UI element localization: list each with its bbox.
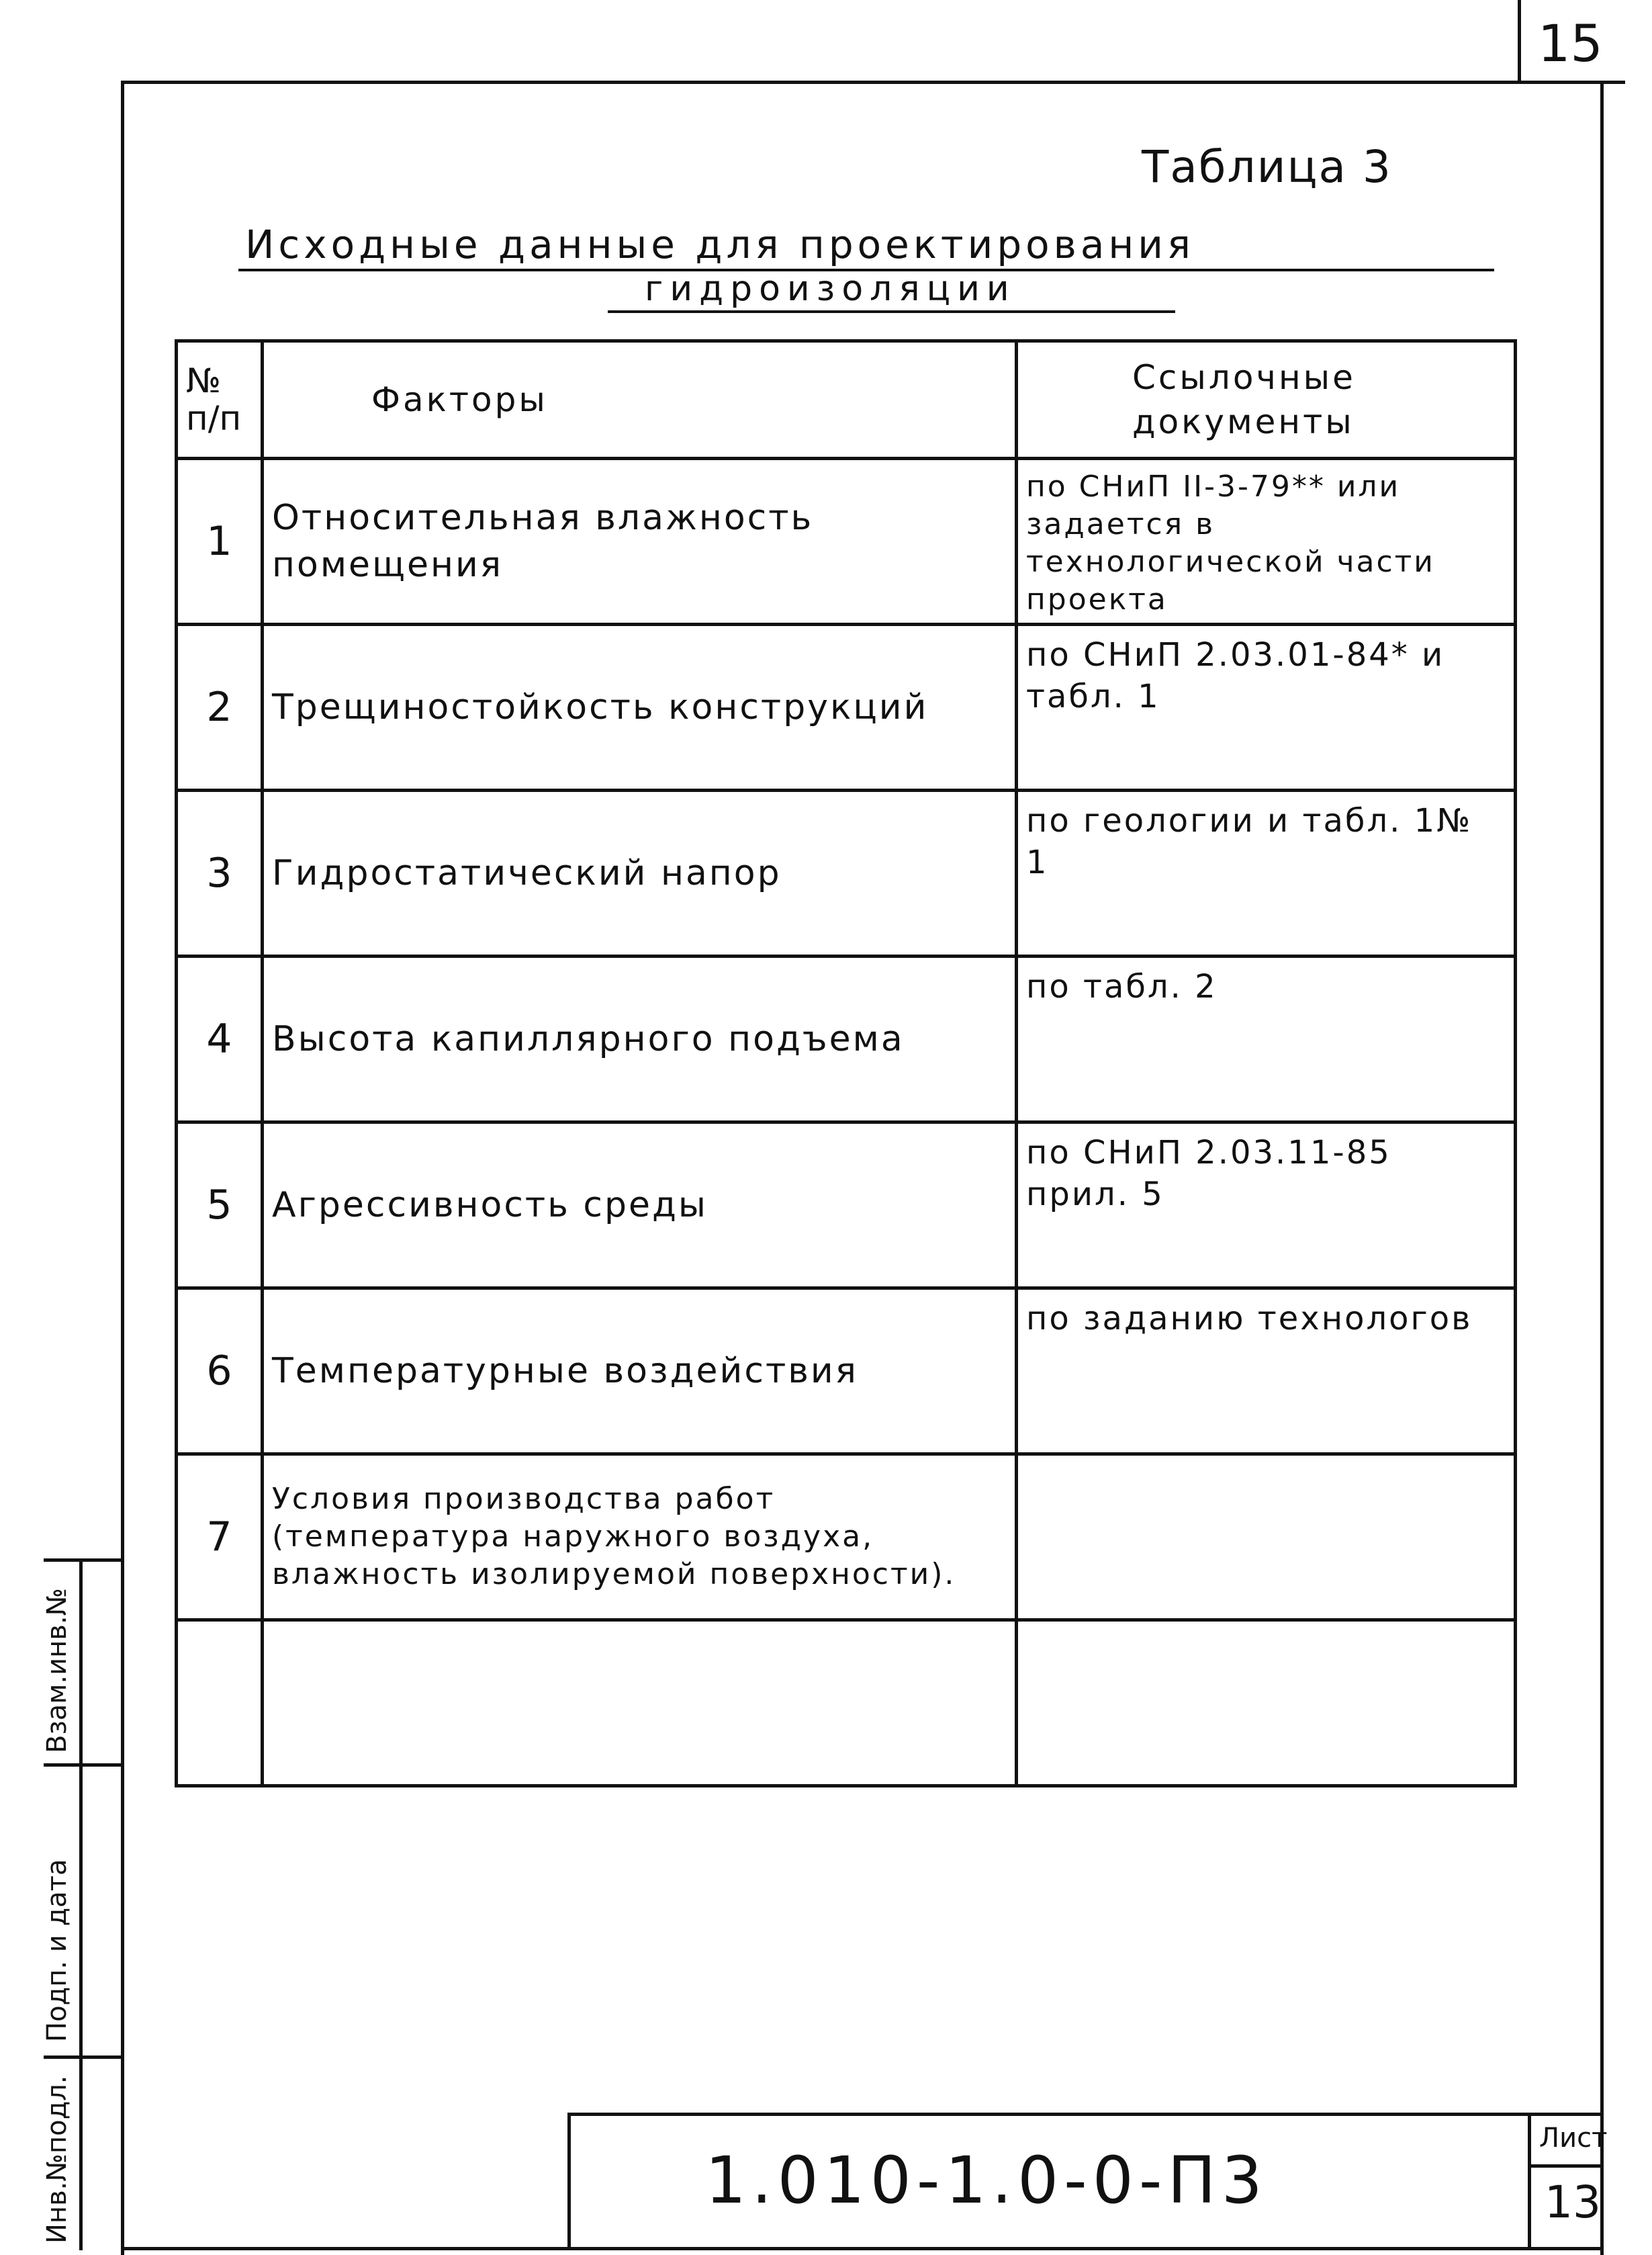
row-ref: по геологии и табл. 1№ 1 <box>1017 791 1516 957</box>
side-stamp-right-line <box>79 1558 83 2250</box>
side-stamp-divider-1 <box>44 1763 124 1767</box>
title-line-2: гидроизоляции <box>645 269 1016 309</box>
row-num: 4 <box>177 957 263 1122</box>
table-row <box>177 625 1516 791</box>
row-num: 2 <box>177 625 263 791</box>
row-ref: по табл. 2 <box>1017 957 1516 1122</box>
table-row <box>177 1454 1516 1620</box>
table-row <box>177 1122 1516 1288</box>
factors-table <box>175 339 1517 1787</box>
sheet-label: Лист <box>1539 2123 1608 2154</box>
sheet-box-left-line <box>1528 2113 1531 2250</box>
top-border-line <box>121 81 1625 84</box>
row-num: 6 <box>177 1288 263 1454</box>
inv-orig-label: Инв.№подл. <box>42 2075 73 2244</box>
sign-date-label: Подп. и дата <box>42 1859 73 2042</box>
title-block-left-line <box>567 2113 571 2250</box>
row-ref <box>1017 1620 1516 1786</box>
table-row <box>177 1288 1516 1454</box>
title-underline-2 <box>608 310 1175 313</box>
row-factor: Высота капиллярного подъема <box>263 957 1017 1122</box>
row-num: 5 <box>177 1122 263 1288</box>
row-num <box>177 1620 263 1786</box>
side-stamp-divider-2 <box>44 2055 124 2059</box>
left-border-line <box>121 81 124 2255</box>
document-code: 1.010-1.0-0-П3 <box>705 2143 1268 2218</box>
sheet-number: 13 <box>1545 2176 1601 2228</box>
header-factor: Факторы <box>263 341 1017 459</box>
row-ref: по заданию технологов <box>1017 1288 1516 1454</box>
inv-replace-label: Взам.инв.№ <box>42 1587 73 1753</box>
side-stamp-top-line <box>44 1558 124 1562</box>
right-border-line <box>1600 81 1604 2255</box>
row-num: 7 <box>177 1454 263 1620</box>
row-ref: по СНиП 2.03.11-85 прил. 5 <box>1017 1122 1516 1288</box>
header-ref: Ссылочные документы <box>1017 341 1516 459</box>
table-row <box>177 957 1516 1122</box>
row-num: 1 <box>177 459 263 625</box>
table-row <box>177 791 1516 957</box>
row-factor: Температурные воздействия <box>263 1288 1017 1454</box>
title-line-1: Исходные данные для проектирования <box>245 222 1195 267</box>
row-num: 3 <box>177 791 263 957</box>
table-caption: Таблица 3 <box>1142 141 1392 193</box>
header-num: № п/п <box>177 341 263 459</box>
table-row <box>177 459 1516 625</box>
row-factor: Относительная влажность помещения <box>263 459 1017 625</box>
row-factor: Агрессивность среды <box>263 1122 1017 1288</box>
page-number: 15 <box>1538 13 1603 73</box>
title-block-top-line <box>567 2113 1602 2116</box>
table-header-row <box>177 341 1516 459</box>
row-factor: Трещиностойкость конструкций <box>263 625 1017 791</box>
row-factor: Гидростатический напор <box>263 791 1017 957</box>
row-factor <box>263 1620 1017 1786</box>
row-factor: Условия производства работ (температура наружного воздуха, влажность изолируемой поверхности). <box>263 1454 1017 1620</box>
row-ref: по СНиП II-3-79** или задается в технологической части проекта <box>1017 459 1516 625</box>
row-ref <box>1017 1454 1516 1620</box>
table-row <box>177 1620 1516 1786</box>
sheet-box-divider <box>1528 2164 1602 2168</box>
bottom-border-line <box>121 2247 1602 2250</box>
page-num-divider <box>1518 0 1521 82</box>
row-ref: по СНиП 2.03.01-84* и табл. 1 <box>1017 625 1516 791</box>
